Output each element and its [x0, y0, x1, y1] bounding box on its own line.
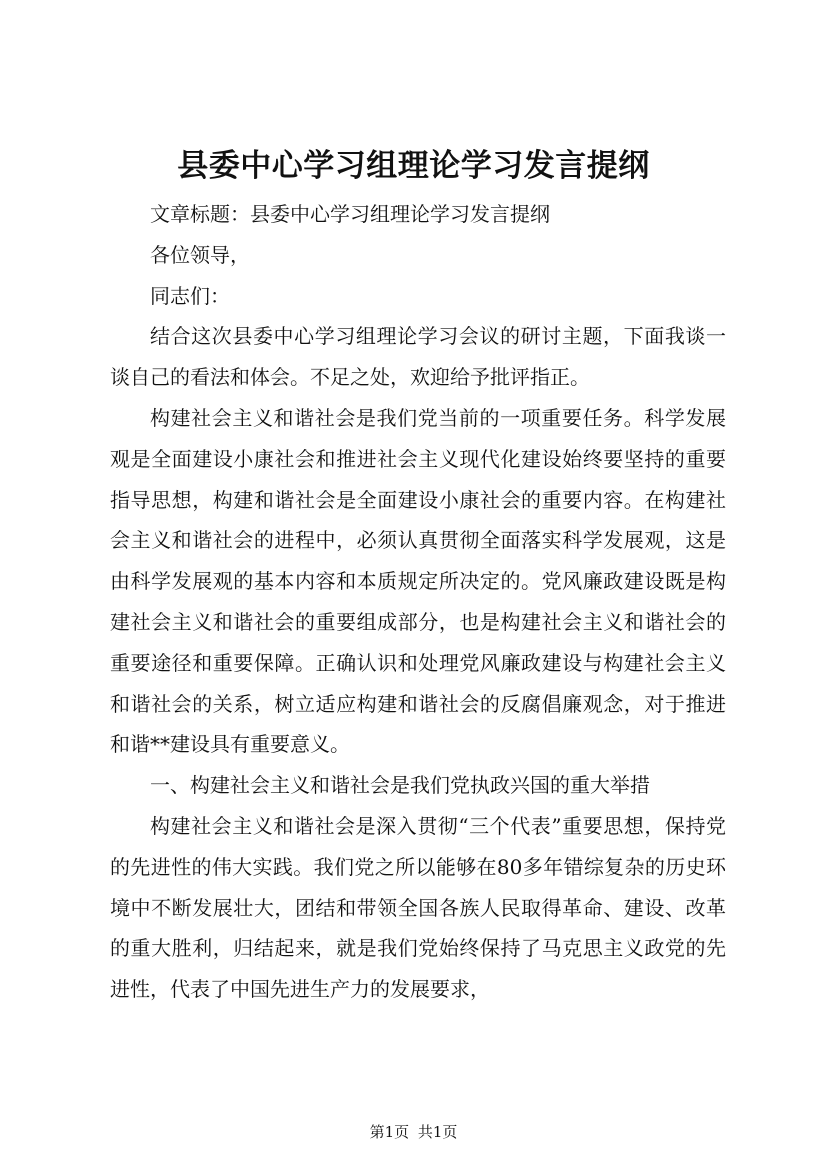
page-total: 共1页: [417, 1123, 458, 1141]
paragraph-main-task: 构建社会主义和谐社会是我们党当前的一项重要任务。科学发展观是全面建设小康社会和推进社会主义现代化建设始终要坚持的重要指导思想，构建和谐社会是全面建设小康社会的重要内容。在构建社会主义和谐社会的进程中，必须认真贯彻全面落实科学发展观，这是由科学发展观的基本内容和本质规定所决定的。党风廉政建设既是构建社会主义和谐社会的重要组成部分，也是构建社会主义和谐社会的重要途径和重要保障。正确认识和处理党风廉政建设与构建社会主义和谐社会的关系，树立适应构建和谐社会的反腐倡廉观念，对于推进和谐**建设具有重要意义。: [110, 405, 726, 757]
paragraph-salutation-comrades: 同志们：: [150, 283, 230, 308]
paragraph-article-title: 文章标题：县委中心学习组理论学习发言提纲: [150, 202, 550, 226]
paragraph-introduction: 结合这次县委中心学习组理论学习会议的研讨主题，下面我谈一谈自己的看法和体会。不足之处，欢迎给予批评指正。: [110, 324, 726, 390]
paragraph-salutation-leaders: 各位领导，: [150, 242, 250, 267]
section-heading-one: 一、构建社会主义和谐社会是我们党执政兴国的重大举措: [150, 773, 650, 798]
document-body: [110, 194, 726, 1010]
document-title: 县委中心学习组理论学习发言提纲: [177, 148, 650, 184]
page-footer: [0, 1122, 827, 1142]
page-number: 第1页: [369, 1123, 410, 1141]
paragraph-section-one: 构建社会主义和谐社会是深入贯彻“三个代表”重要思想，保持党的先进性的伟大实践。我们党之所以能够在80多年错综复杂的历史环境中不断发展壮大，团结和带领全国各族人民取得革命、建设、改革的重大胜利，归结起来，就是我们党始终保持了马克思主义政党的先进性，代表了中国先进生产力的发展要求，: [110, 813, 726, 1002]
